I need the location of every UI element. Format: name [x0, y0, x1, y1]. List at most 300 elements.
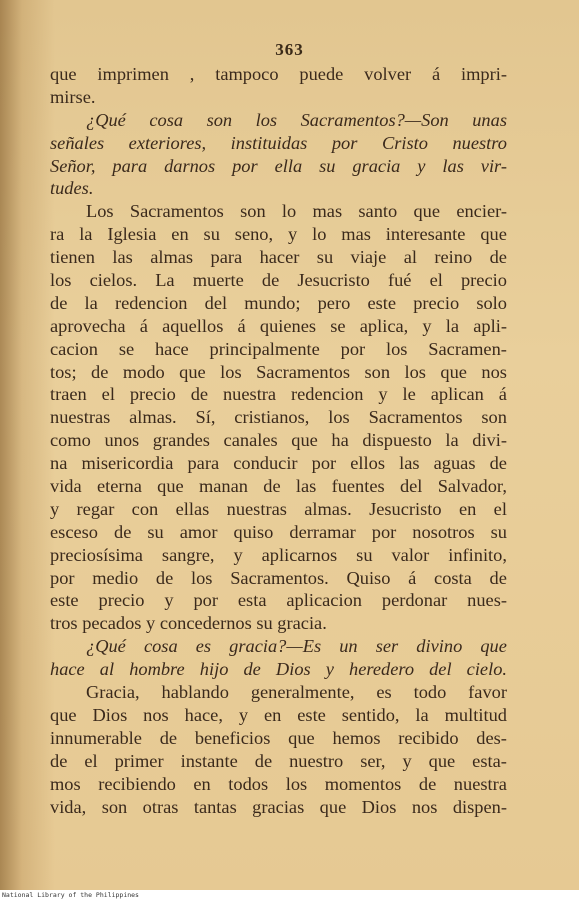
word: otras: [142, 796, 179, 817]
word: en: [263, 704, 282, 725]
text-line: [50, 292, 507, 315]
text-line: [50, 429, 507, 452]
word: nos: [481, 361, 507, 382]
word: el: [493, 498, 507, 519]
word: exteriores,: [128, 132, 207, 153]
word: la: [415, 704, 429, 725]
word: con: [131, 498, 159, 519]
word: de: [418, 773, 437, 794]
word: redencion: [291, 384, 364, 405]
word: esta: [237, 590, 267, 611]
word: de: [254, 750, 273, 771]
word: los: [385, 338, 408, 359]
word: beneficios: [194, 727, 271, 748]
word: Sacramentos.: [230, 567, 329, 588]
word: de: [50, 750, 68, 771]
word: y: [287, 224, 298, 245]
word: almas.: [304, 498, 352, 519]
word: y: [378, 384, 388, 405]
text-line: [50, 155, 507, 178]
word: nuestro: [452, 132, 507, 153]
word: son: [206, 109, 233, 130]
word: Los: [86, 201, 114, 222]
word: mirse.: [50, 86, 96, 107]
word: esceso: [50, 521, 98, 542]
word: por: [193, 590, 218, 611]
word: almas: [150, 247, 194, 268]
word: primer: [114, 750, 164, 771]
word: la: [445, 430, 459, 451]
word: nuestro: [289, 750, 344, 771]
word: para: [210, 247, 243, 268]
word: volver: [364, 64, 412, 84]
word: las: [295, 476, 317, 497]
word: heredero: [349, 659, 415, 680]
word: aplican: [430, 384, 484, 405]
word: cosa: [149, 109, 184, 130]
word: se: [330, 315, 346, 336]
word: tantas: [193, 796, 237, 817]
word: los: [220, 361, 242, 382]
word: y: [402, 750, 412, 771]
word: y: [238, 704, 249, 725]
word: se: [118, 338, 135, 359]
word: que: [480, 224, 507, 245]
word: que: [428, 750, 456, 771]
text-line: [50, 63, 507, 86]
word: y: [422, 315, 432, 336]
word: son: [101, 796, 128, 817]
word: des-: [476, 727, 507, 748]
word: ellas: [175, 498, 210, 519]
word: quiso: [233, 521, 274, 542]
text-line: [50, 177, 507, 200]
word: divino: [416, 636, 463, 657]
word: lo: [312, 224, 327, 245]
word: momentos: [324, 773, 402, 794]
word: encier-: [456, 201, 507, 222]
word: valor: [391, 544, 430, 565]
text-line: [50, 612, 507, 635]
text-line: [50, 361, 507, 384]
word: que: [440, 361, 467, 382]
word: Jesucristo: [297, 270, 370, 291]
word: pecados: [82, 613, 147, 634]
word: mos: [50, 773, 81, 794]
word: que: [179, 361, 206, 382]
word: viaje: [350, 247, 387, 268]
word: este: [50, 590, 79, 611]
word: Señor,: [50, 155, 96, 176]
text-line: [50, 635, 507, 658]
word: hijo: [199, 659, 229, 680]
word: Iglesia: [107, 224, 157, 245]
word: de: [155, 567, 174, 588]
word: fué: [387, 270, 412, 291]
word: los: [404, 361, 426, 382]
word: del: [399, 476, 423, 497]
word: aprovecha: [50, 315, 126, 336]
word: cristianos,: [234, 407, 310, 428]
word: favor: [468, 682, 507, 703]
word: manan: [198, 476, 248, 497]
word: su: [256, 613, 278, 634]
word: los: [285, 773, 308, 794]
word: quienes: [259, 315, 317, 336]
text-line: [50, 246, 507, 269]
word: de: [50, 292, 68, 313]
word: las: [399, 453, 420, 474]
word: cacion: [50, 338, 98, 359]
word: interesante: [385, 224, 466, 245]
word: los: [50, 270, 72, 291]
word: sangre,: [161, 544, 215, 565]
word: de: [190, 384, 209, 405]
text-line: [50, 406, 507, 429]
word: de: [114, 521, 132, 542]
word: ra: [50, 224, 65, 245]
word: unos: [104, 430, 140, 451]
word: de: [159, 727, 178, 748]
word: Quiso: [346, 567, 391, 588]
word: que: [480, 636, 507, 657]
word: cosa: [143, 636, 178, 657]
word: aplicarnos: [261, 544, 338, 565]
word: en: [458, 498, 477, 519]
word: de: [243, 659, 261, 680]
word: ser,: [360, 750, 386, 771]
word: nosotros: [412, 521, 475, 542]
word: gracias: [252, 796, 305, 817]
word: como: [50, 430, 91, 451]
word: los: [328, 407, 350, 428]
word: que: [50, 704, 77, 725]
word: recibiendo: [98, 773, 176, 794]
word: en: [193, 773, 211, 794]
text-line: [50, 452, 507, 475]
word: son: [481, 407, 507, 428]
word: Gracia,: [86, 682, 140, 703]
text-line: [50, 773, 507, 796]
word: Dios: [92, 704, 128, 725]
word: á: [498, 384, 507, 405]
text-line: [50, 521, 507, 544]
word: regar: [76, 498, 115, 519]
word: generalmente,: [250, 682, 355, 703]
word: redencion: [114, 292, 188, 313]
text-line: [50, 681, 507, 704]
word: esta-: [472, 750, 507, 771]
word: misericordia: [81, 453, 174, 474]
word: la: [445, 315, 460, 336]
word: la: [84, 292, 98, 313]
word: aquellos: [162, 315, 224, 336]
word: vida: [50, 476, 82, 497]
word: todos: [228, 773, 269, 794]
word: su: [490, 521, 507, 542]
word: por: [50, 567, 75, 588]
word: medio: [92, 567, 139, 588]
text-line: [50, 567, 507, 590]
word: por: [371, 521, 397, 542]
word: á: [237, 315, 246, 336]
word: los: [191, 567, 213, 588]
text-line: [50, 338, 507, 361]
word: hace,: [184, 704, 223, 725]
word: perdonar: [381, 590, 448, 611]
text-line: [50, 727, 507, 750]
word: multitud: [444, 704, 507, 725]
library-credit: National Library of the Philippines: [2, 891, 139, 899]
word: unas: [472, 109, 507, 130]
word: y: [325, 659, 334, 680]
word: fuentes: [331, 476, 385, 497]
word: de: [91, 361, 109, 382]
word: nos: [143, 704, 169, 725]
word: señales: [50, 132, 105, 153]
word: el: [84, 750, 98, 771]
word: aplicacion: [286, 590, 362, 611]
word: cielos.: [89, 270, 138, 291]
word: traen: [50, 384, 87, 405]
word: es: [195, 636, 212, 657]
word: eterna: [96, 476, 142, 497]
word: Salvador,: [437, 476, 507, 497]
word: nuestra: [453, 773, 507, 794]
word: vida,: [50, 796, 87, 817]
word: ¿Qué: [86, 109, 126, 130]
word: seno,: [234, 224, 274, 245]
word: modo: [122, 361, 165, 382]
word: darnos: [164, 155, 216, 176]
word: tienen: [50, 247, 95, 268]
word: el: [101, 384, 115, 405]
text-line: [50, 132, 507, 155]
word: solo: [476, 292, 507, 313]
page-number: 363: [275, 40, 304, 59]
text-line: [50, 704, 507, 727]
word: en: [171, 224, 189, 245]
word: á: [139, 315, 148, 336]
word: y: [164, 590, 174, 611]
word: reino: [434, 247, 473, 268]
word: aguas: [433, 453, 476, 474]
text-line: [50, 498, 507, 521]
word: por: [340, 338, 366, 359]
word: le: [402, 384, 416, 405]
word: amor: [179, 521, 218, 542]
word: al: [403, 247, 417, 268]
word: que: [291, 430, 318, 451]
word: la: [79, 224, 93, 245]
word: un: [339, 636, 358, 657]
word: innumerable: [50, 727, 142, 748]
word: tos;: [50, 361, 77, 382]
word: hablando: [161, 682, 229, 703]
text-line: [50, 269, 507, 292]
word: La: [155, 270, 175, 291]
word: nuestras: [50, 407, 111, 428]
word: ,: [189, 64, 195, 84]
word: es: [376, 682, 392, 703]
word: de: [263, 476, 281, 497]
word: apli-: [473, 315, 507, 336]
word: hace: [154, 338, 189, 359]
word: el: [429, 270, 443, 291]
word: y: [233, 544, 243, 565]
text-line: [50, 796, 507, 819]
word: Dios: [275, 659, 311, 680]
text-line: [50, 200, 507, 223]
word: pero: [317, 292, 351, 313]
word: hemos: [332, 727, 381, 748]
word: gracia?—Es: [229, 636, 322, 657]
text-line: [50, 86, 507, 109]
word: na: [50, 453, 68, 474]
word: al: [99, 659, 115, 680]
word: para: [187, 453, 220, 474]
word: muerte: [192, 270, 244, 291]
word: tudes.: [50, 178, 94, 199]
word: hacer: [259, 247, 300, 268]
word: Sí,: [195, 407, 216, 428]
word: por: [232, 155, 258, 176]
word: de: [261, 270, 280, 291]
word: dispuesto: [362, 430, 432, 451]
word: puede: [299, 64, 344, 84]
word: su: [203, 224, 220, 245]
word: son: [240, 201, 266, 222]
word: á: [431, 64, 441, 84]
word: todo: [413, 682, 447, 703]
word: precio: [98, 590, 145, 611]
text-line: [50, 383, 507, 406]
word: principalmente: [209, 338, 320, 359]
word: preciosísima: [50, 544, 143, 565]
word: nuestra: [222, 384, 277, 405]
word: del: [429, 659, 452, 680]
word: las: [442, 155, 464, 176]
word: ha: [331, 430, 349, 451]
word: Jesucristo: [369, 498, 442, 519]
word: su: [147, 521, 164, 542]
word: y: [146, 613, 160, 634]
word: su: [316, 247, 334, 268]
word: para: [112, 155, 148, 176]
word: infinito,: [448, 544, 507, 565]
word: imprimen: [97, 64, 169, 84]
word: por: [331, 132, 358, 153]
word: que: [288, 727, 315, 748]
word: de: [489, 247, 507, 268]
word: hace: [50, 659, 85, 680]
word: instituidas: [230, 132, 308, 153]
word: sentido,: [341, 704, 400, 725]
word: Sacramen-: [428, 338, 507, 359]
word: tampoco: [215, 64, 279, 84]
word: que: [319, 796, 347, 817]
word: su: [356, 544, 373, 565]
word: de: [489, 567, 507, 588]
word: los: [255, 109, 278, 130]
word: instante: [180, 750, 238, 771]
word: y: [417, 155, 426, 176]
word: á: [408, 567, 417, 588]
word: concedernos: [159, 613, 257, 634]
word: que: [50, 64, 77, 84]
word: de: [489, 453, 507, 474]
word: Sacramentos: [368, 407, 463, 428]
word: hombre: [129, 659, 185, 680]
word: nues-: [467, 590, 507, 611]
word: precio: [460, 270, 507, 291]
word: ella: [274, 155, 303, 176]
word: gracia.: [277, 613, 327, 634]
word: mas: [312, 201, 343, 222]
text-line: [50, 315, 507, 338]
word: gracia: [352, 155, 401, 176]
word: su: [319, 155, 336, 176]
text-line: [50, 475, 507, 498]
word: mundo;: [244, 292, 301, 313]
word: Cristo: [381, 132, 428, 153]
text-line: [50, 544, 507, 567]
word: grandes: [152, 430, 210, 451]
text-line: [50, 658, 507, 681]
word: nos: [411, 796, 438, 817]
word: ¿Qué: [86, 636, 126, 657]
word: precio: [413, 292, 460, 313]
text-line: [50, 223, 507, 246]
word: precio: [129, 384, 176, 405]
word: tros: [50, 613, 83, 634]
word: Dios: [361, 796, 397, 817]
word: Sacramentos?—Son: [300, 109, 449, 130]
word: conducir: [233, 453, 298, 474]
word: que: [157, 476, 184, 497]
word: vir-: [480, 155, 507, 176]
word: nuestras: [226, 498, 287, 519]
body-text: [50, 63, 507, 818]
word: derramar: [289, 521, 356, 542]
word: por: [311, 453, 337, 474]
word: costa: [434, 567, 472, 588]
text-line: [50, 109, 507, 132]
word: lo: [281, 201, 297, 222]
word: y: [50, 498, 60, 519]
word: santo: [358, 201, 398, 222]
word: divi-: [472, 430, 507, 451]
word: Sacramentos: [129, 201, 224, 222]
word: mas: [341, 224, 371, 245]
word: ser: [375, 636, 399, 657]
word: cielo.: [466, 659, 507, 680]
word: las: [112, 247, 133, 268]
word: almas.: [129, 407, 177, 428]
word: este: [367, 292, 397, 313]
word: dispen-: [452, 796, 507, 817]
word: son: [364, 361, 391, 382]
word: impri-: [461, 64, 507, 84]
word: aplica,: [359, 315, 409, 336]
word: recibido: [398, 727, 459, 748]
word: Sacramentos: [256, 361, 351, 382]
word: que: [413, 201, 441, 222]
text-line: [50, 589, 507, 612]
word: este: [297, 704, 326, 725]
word: ellos: [350, 453, 385, 474]
text-line: [50, 750, 507, 773]
